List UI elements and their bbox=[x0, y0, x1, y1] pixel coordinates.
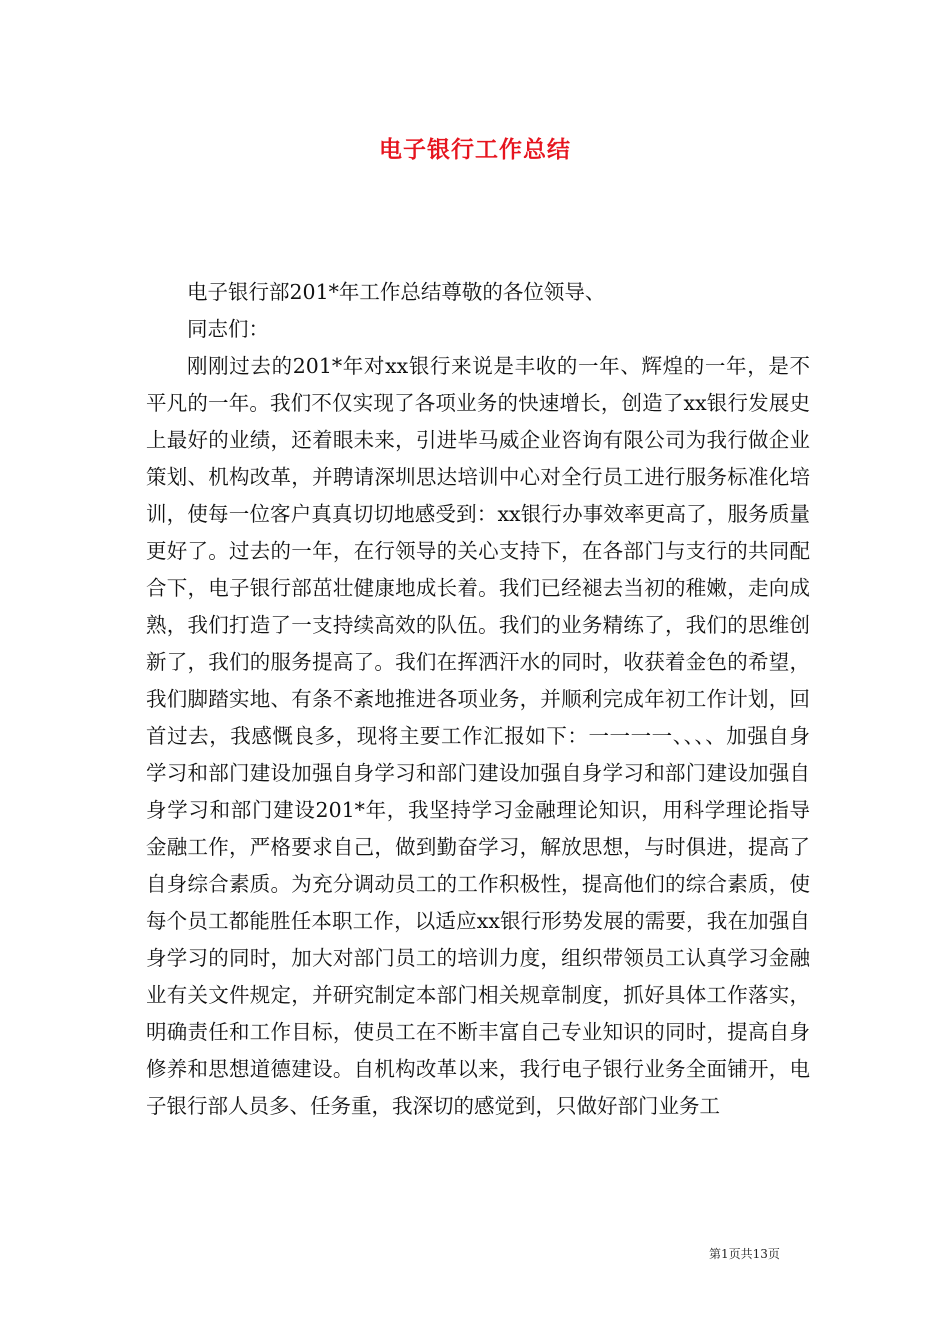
body-paragraph: 同志们： bbox=[187, 317, 269, 341]
document-body bbox=[146, 274, 810, 1125]
body-paragraph: 电子银行部201*年工作总结尊敬的各位领导、 bbox=[187, 280, 606, 304]
document-title: 电子银行工作总结 bbox=[379, 137, 571, 163]
page-number: 第1页共13页 bbox=[709, 1247, 780, 1261]
body-paragraph: 刚刚过去的201*年对xx银行来说是丰收的一年、辉煌的一年，是不平凡的一年。我们不仅实现了各项业务的快速增长，创造了xx银行发展史上最好的业绩，还着眼未来，引进毕马威企业咨询有限公司为我行做企业策划、机构改革，并聘请深圳思达培训中心对全行员工进行服务标准化培训，使每一位客户真真切切地感受到：xx银行办事效率更高了，服务质量更好了。过去的一年，在行领导的关心支持下，在各部门与支行的共同配合下，电子银行部茁壮健康地成长着。我们已经褪去当初的稚嫩，走向成熟，我们打造了一支持续高效的队伍。我们的业务精练了，我们的思维创新了，我们的服务提高了。我们在挥洒汗水的同时，收获着金色的希望，我们脚踏实地、有条不紊地推进各项业务，并顺利完成年初工作计划，回首过去，我感慨良多，现将主要工作汇报如下：一一一一、、、、加强自身学习和部门建设加强自身学习和部门建设加强自身学习和部门建设加强自身学习和部门建设201*年，我坚持学习金融理论知识，用科学理论指导金融工作，严格要求自己，做到勤奋学习，解放思想，与时俱进，提高了自身综合素质。为充分调动员工的工作积极性，提高他们的综合素质，使每个员工都能胜任本职工作，以适应xx银行形势发展的需要，我在加强自身学习的同时，加大对部门员工的培训力度，组织带领员工认真学习金融业有关文件规定，并研究制定本部门相关规章制度，抓好具体工作落实，明确责任和工作目标，使员工在不断丰富自己专业知识的同时，提高自身修养和思想道德建设。自机构改革以来，我行电子银行业务全面铺开，电子银行部人员多、任务重，我深切的感觉到，只做好部门业务工 bbox=[146, 354, 810, 1118]
